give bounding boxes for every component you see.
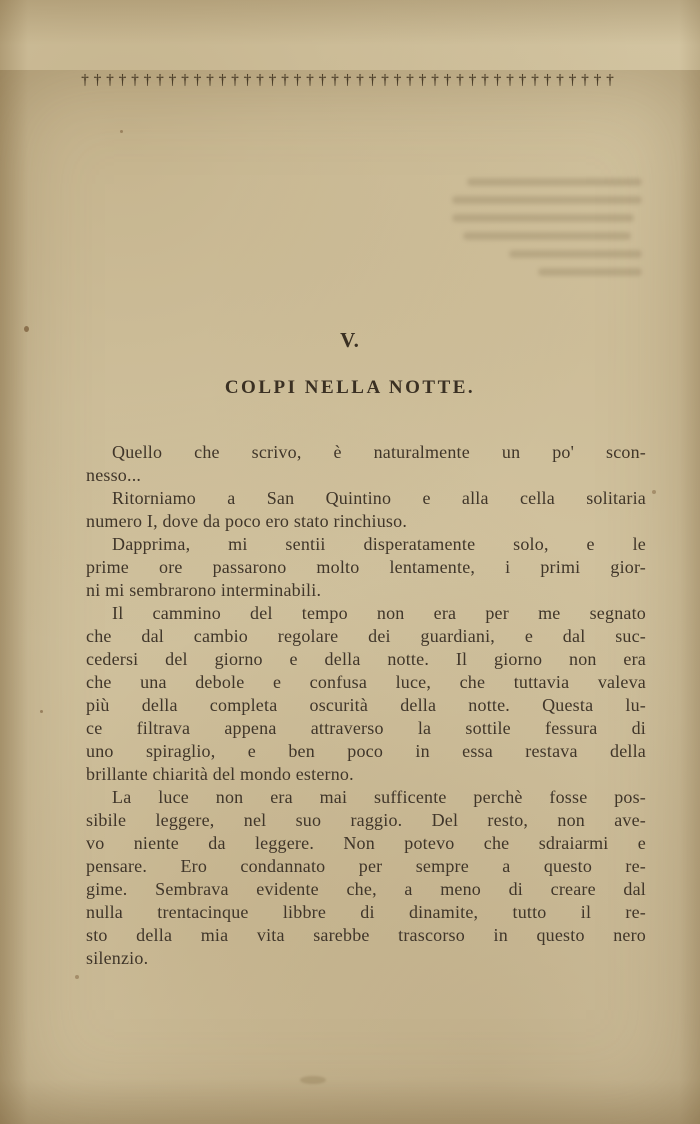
text-line: pensare. Ero condannato per sempre a questo re- bbox=[86, 856, 646, 876]
show-through-line bbox=[452, 214, 634, 222]
text-line: numero I, dove da poco ero stato rinchiuso. bbox=[86, 511, 408, 531]
text-line: ce filtrava appena attraverso la sottile fessura di bbox=[86, 718, 646, 738]
text-line: sto della mia vita sarebbe trascorso in questo nero bbox=[86, 925, 646, 945]
show-through-text bbox=[452, 178, 642, 276]
text-line: ni mi sembrarono interminabili. bbox=[86, 580, 322, 600]
text-line: che dal cambio regolare dei guardiani, e dal suc- bbox=[86, 626, 646, 646]
show-through-line bbox=[452, 196, 642, 204]
text-line: uno spiraglio, e ben poco in essa restava della bbox=[86, 741, 646, 761]
paper-stain bbox=[300, 1076, 326, 1084]
paper-speck bbox=[120, 130, 123, 133]
paragraph bbox=[86, 533, 646, 602]
text-line: silenzio. bbox=[86, 948, 149, 968]
paragraph bbox=[86, 487, 646, 533]
show-through-line bbox=[463, 232, 630, 240]
show-through-line bbox=[467, 178, 642, 186]
text-line: Dapprima, mi sentii disperatamente solo, e le bbox=[112, 534, 646, 554]
text-line: Il cammino del tempo non era per me segnato bbox=[112, 603, 646, 623]
text-line: La luce non era mai sufficente perchè fosse pos- bbox=[112, 787, 646, 807]
book-page bbox=[0, 70, 700, 1124]
paragraph bbox=[86, 602, 646, 786]
show-through-line bbox=[509, 250, 642, 258]
text-line: nulla trentacinque libbre di dinamite, tutto il re- bbox=[86, 902, 646, 922]
text-line: gime. Sembrava evidente che, a meno di creare dal bbox=[86, 879, 646, 899]
text-line: più della completa oscurità della notte. Questa lu- bbox=[86, 695, 646, 715]
show-through-line bbox=[538, 268, 643, 276]
text-line: Quello che scrivo, è naturalmente un po' scon- bbox=[112, 442, 646, 462]
chapter-number: V. bbox=[340, 328, 360, 352]
text-line: prime ore passarono molto lentamente, i primi gior- bbox=[86, 557, 646, 577]
paper-speck bbox=[75, 975, 79, 979]
text-line: vo niente da leggere. Non potevo che sdraiarmi e bbox=[86, 833, 646, 853]
body-text bbox=[86, 441, 646, 970]
paper-speck bbox=[40, 710, 43, 713]
paragraph bbox=[86, 441, 646, 487]
chapter-title: COLPI NELLA NOTTE. bbox=[224, 377, 476, 398]
text-line: sibile leggere, nel suo raggio. Del resto, non ave- bbox=[86, 810, 646, 830]
text-line: cedersi del giorno e della notte. Il giorno non era bbox=[86, 649, 646, 669]
ornament-border: ††††††††††††††††††††††††††††††††††††††††††† bbox=[81, 72, 619, 88]
text-line: nesso... bbox=[86, 465, 142, 485]
text-line: che una debole e confusa luce, che tuttavia valeva bbox=[86, 672, 646, 692]
text-line: brillante chiarità del mondo esterno. bbox=[86, 764, 354, 784]
paper-speck bbox=[652, 490, 656, 494]
text-line: Ritorniamo a San Quintino e alla cella solitaria bbox=[112, 488, 646, 508]
paragraph bbox=[86, 786, 646, 970]
